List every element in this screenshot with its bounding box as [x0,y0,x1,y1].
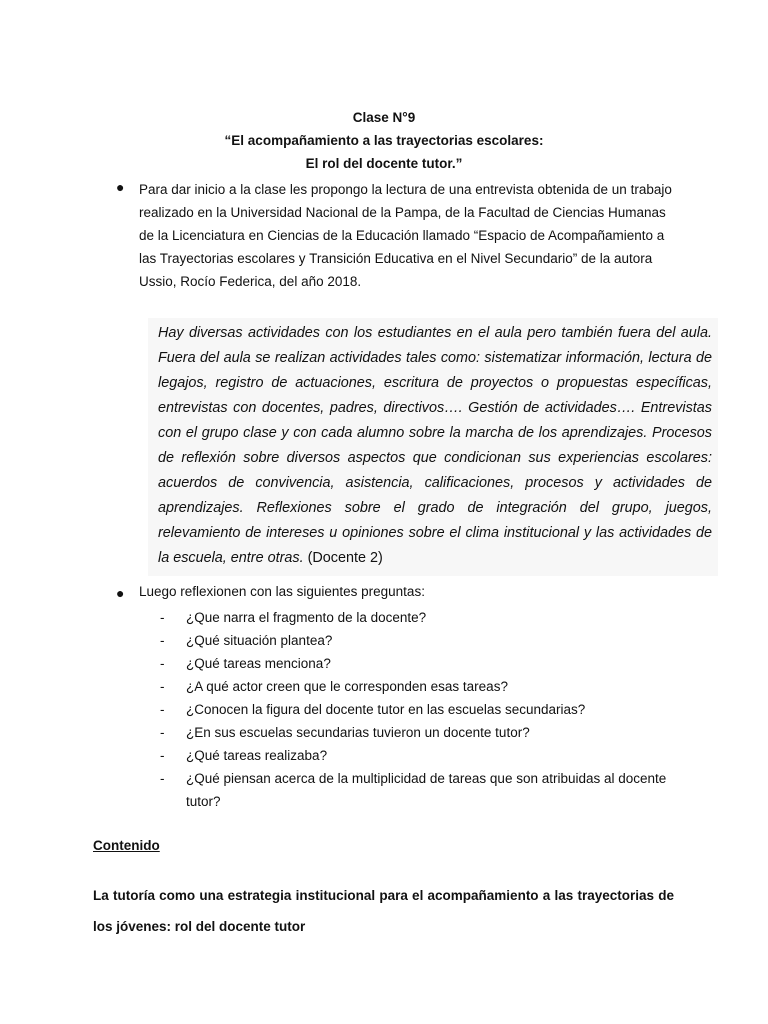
interview-quote-block [148,318,718,576]
dash-icon: - [160,633,165,648]
interview-quote [158,321,712,571]
bullet-icon: ● [116,585,125,601]
list-item: - ¿Qué tareas menciona? [160,652,680,675]
intro-paragraph: Para dar inicio a la clase les propongo la lectura de una entrevista obtenida de un trabajo realizado en la Universidad Nacional de la Pampa, de la Facultad de Ciencias Humanas de la Licenciatura en Ciencias de la Educación llamado “Espacio de Acompañamiento a las Trayectorias escolares y Transición Educativa en el Nivel Secundario” de la autora Ussio, Rocío Federica, del año 2018. [139,182,672,289]
class-title-line-2: El rol del docente tutor.” [305,156,463,171]
list-item: - ¿En sus escuelas secundarias tuvieron un docente tutor? [160,721,680,744]
list-item: - ¿Conocen la figura del docente tutor en las escuelas secundarias? [160,698,680,721]
dash-icon: - [160,748,165,763]
list-item: - ¿Qué tareas realizaba? [160,744,680,767]
dash-icon: - [160,656,165,671]
class-number-title: Clase N°9 [352,110,416,125]
list-item: - ¿Qué piensan acerca de la multiplicidad de tareas que son atribuidas al docente tutor? [160,767,680,813]
dash-icon: - [160,725,165,740]
list-item: - ¿Que narra el fragmento de la docente? [160,606,680,629]
questions-lead: Luego reflexionen con las siguientes preguntas: [139,584,425,599]
section-title: La tutoría como una estrategia institucional para el acompañamiento a las trayectorias de los jóvenes: rol del docente tutor [93,888,674,934]
list-item: - ¿Qué situación plantea? [160,629,680,652]
quote-source: (Docente 2) [307,550,383,566]
class-title-line-1: “El acompañamiento a las trayectorias escolares: [224,133,544,148]
dash-icon: - [160,679,165,694]
bullet-icon: ● [116,179,125,195]
quote-text: Hay diversas actividades con los estudiantes en el aula pero también fuera del aula. Fuera del aula se realizan actividades tales como: sistematizar información, lectura de legajos, registro de actuaciones, escritura de proyectos o propuestas específicas, entrevistas con docentes, padres, directivos…. Gestión de actividades…. Entrevistas con el grupo clase y con cada alumno sobre la marcha de los aprendizajes. Procesos de reflexión sobre diversos aspectos que condicionan sus experiencias escolares: acuerdos de convivencia, asistencia, calificaciones, procesos y actividades de aprendizajes. Reflexiones sobre el grado de integración del grupo, juegos, relevamiento de intereses u opiniones sobre el clima institucional y las actividades de la escuela, entre otras. [158,325,712,566]
dash-icon: - [160,771,165,786]
dash-icon: - [160,702,165,717]
questions-list [160,606,680,813]
list-item: - ¿A qué actor creen que le corresponden esas tareas? [160,675,680,698]
dash-icon: - [160,610,165,625]
content-heading: Contenido [93,838,160,853]
